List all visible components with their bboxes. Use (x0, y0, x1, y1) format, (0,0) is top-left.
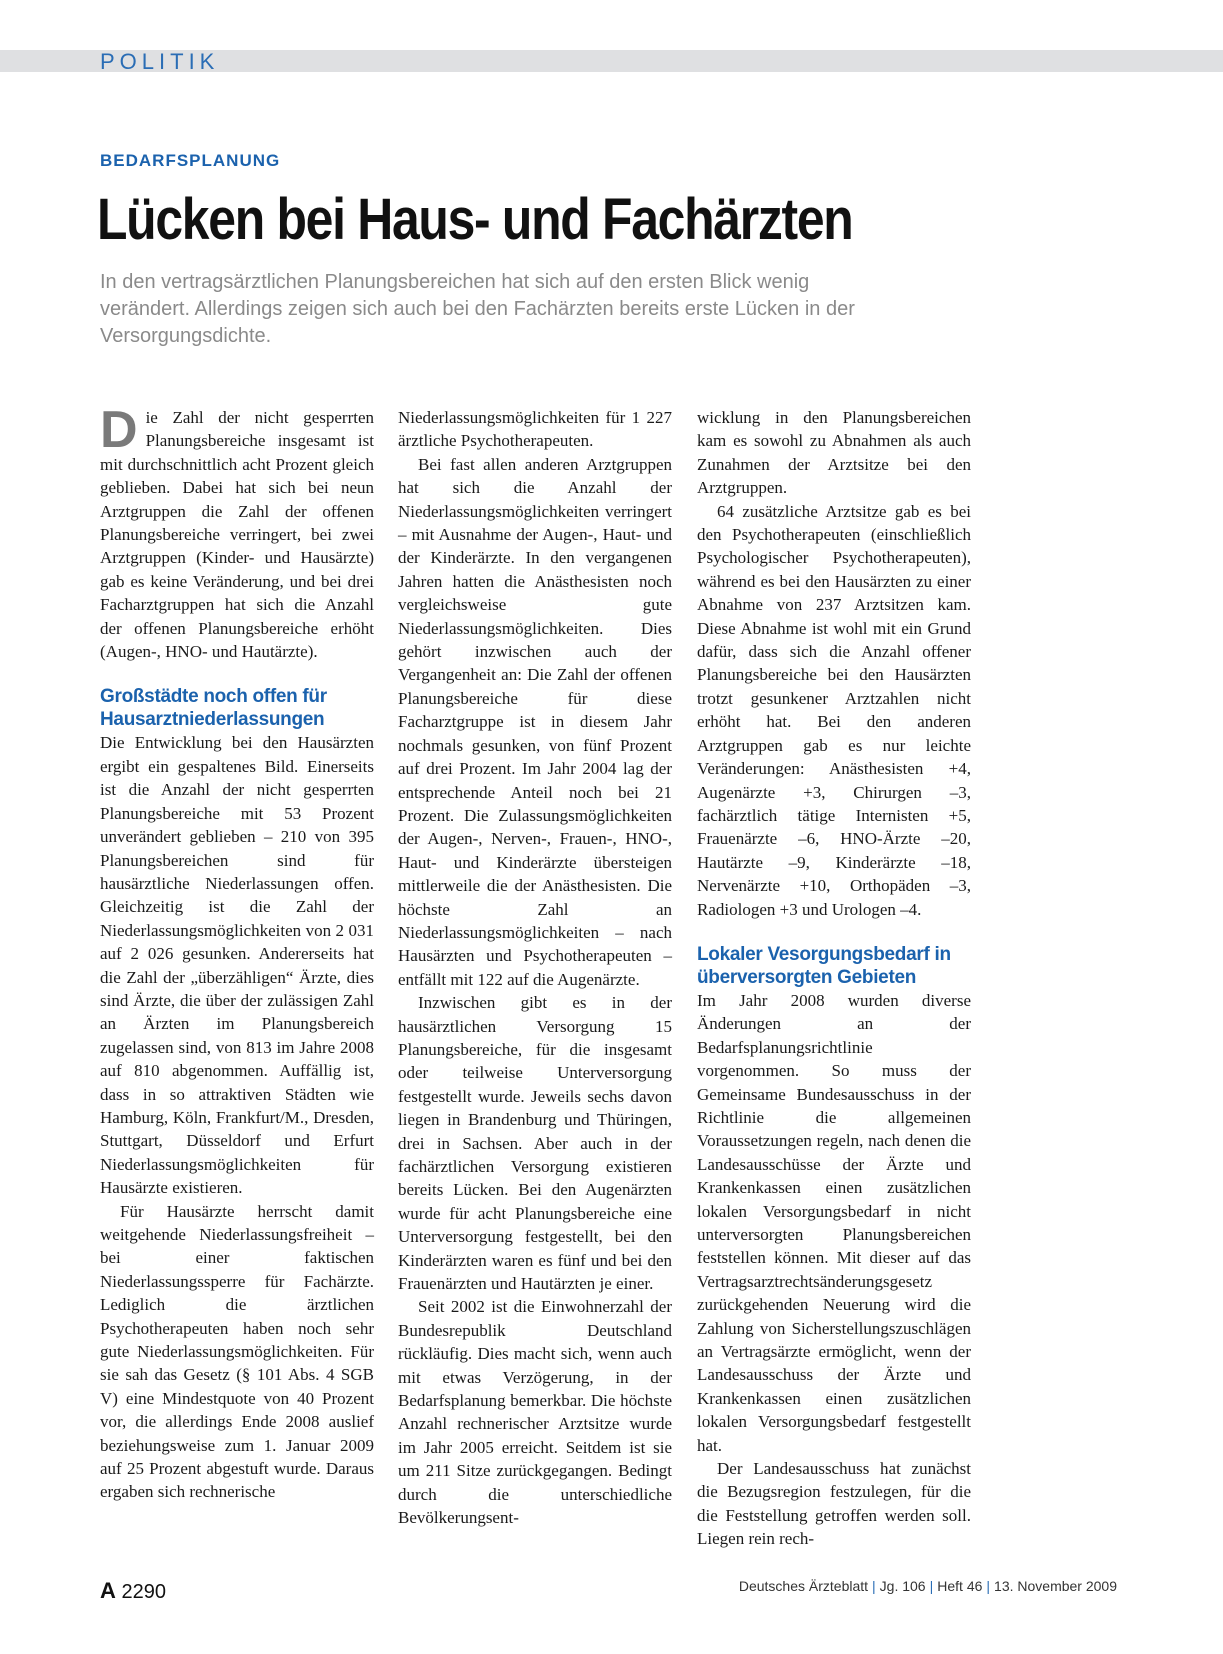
separator: | (872, 1578, 876, 1594)
journal-name: Deutsches Ärzteblatt (738, 1578, 869, 1594)
separator: | (986, 1578, 991, 1594)
separator: | (929, 1578, 934, 1594)
drop-cap: D (100, 401, 138, 459)
paragraph-text: ie Zahl der nicht gesperrten Planungsbereiche insgesamt ist mit durchschnittlich acht Prozent gleich geblieben. Dabei hat sich bei neun Arztgruppen die Zahl der offenen Planungsbereiche verringert, bei zwei Arztgruppen (Kinder- und Hausärzte) gab es keine Veränderung, und bei drei Facharztgruppen hat sich die Anzahl der offenen Planungsbereiche erhöht (Augen-, HNO- und Hautärzte). (100, 408, 374, 662)
publication-date: 13. November 2009 (994, 1578, 1117, 1594)
article-column-1 (100, 401, 374, 1504)
body-paragraph: Seit 2002 ist die Einwohnerzahl der Bundesrepublik Deutschland rückläufig. Dies macht sich, wenn auch mit etwas Verzögerung, in der Bedarfsplanung bemerkbar. Die höchste Anzahl rechnerischer Arztsitze wurde im Jahr 2005 erreicht. Seitdem ist sie um 211 Sitze zurückgegangen. Bedingt durch die unterschiedliche Bevölkerungsent- (398, 1297, 672, 1528)
article-headline: Lücken bei Haus- und Fachärzten (97, 187, 853, 252)
subheading: Lokaler Vesorgungsbedarf in überversorgten Gebieten (697, 943, 951, 988)
body-paragraph: 64 zusätzliche Arztsitze gab es bei den Psychotherapeuten (einschließlich Psychologischer Psychotherapeuten), während es bei den Hausärzten zu einer Abnahme von 237 Arztsitzen kam. Diese Abnahme ist wohl mit ein Grund dafür, dass sich die Anzahl offener Planungsbereiche bei den Hausärzten trotzt gesunkener Arztzahlen nicht erhöht hat. Bei den anderen Arztgruppen gab es nur leichte Veränderungen: Anästhesisten +4, Augenärzte +3, Chirurgen –3, fachärztlich tätige Internisten +5, Frauenärzte –6, HNO-Ärzte –20, Hautärzte –9, Kinderärzte –18, Nervenärzte +10, Orthopäden –3, Radiologen +3 und Urologen –4. (697, 501, 971, 919)
body-paragraph: Die Entwicklung bei den Hausärzten ergibt ein gespaltenes Bild. Einerseits ist die Anzahl der nicht gesperrten Planungsbereiche mit 53 Prozent unverändert geblieben – 210 von 395 Planungsbereichen sind für hausärztliche Niederlassungen offen. Gleichzeitig ist die Zahl der Niederlassungsmöglichkeiten von 2 031 auf 2 026 gesunken. Andererseits hat die Zahl der „überzähligen“ Ärzte, dies sind Ärzte, die über der zulässigen Zahl an Ärzten im Planungsbereich zugelassen sind, von 813 im Jahre 2008 auf 810 abgenommen. Auffällig ist, dass in so attraktiven Städten wie Hamburg, Köln, Frankfurt/M., Dresden, Stuttgart, Düsseldorf und Erfurt Niederlassungsmöglichkeiten für Hausärzte existieren. (100, 733, 374, 1198)
publication-info (739, 1578, 1117, 1594)
article-standfirst: In den vertragsärztlichen Planungsbereichen hat sich auf den ersten Blick wenig verändert. Allerdings zeigen sich auch bei den Fachärzten bereits erste Lücken in der Versorgungsdichte. (100, 271, 855, 347)
body-paragraph: wicklung in den Planungsbereichen kam es sowohl zu Abnahmen als auch Zunahmen der Arztsitze bei den Arztgruppen. (697, 408, 971, 498)
article-column-2 (398, 406, 672, 1530)
page-number (100, 1578, 166, 1604)
body-paragraph: Der Landesausschuss hat zunächst die Bezugsregion festzulegen, für die die Feststellung getroffen werden soll. Liegen rein rech- (697, 1459, 971, 1549)
page-number-value: 2290 (121, 1581, 166, 1603)
page-prefix: A (100, 1578, 116, 1603)
body-paragraph (100, 401, 374, 663)
journal-issue: Heft 46 (937, 1578, 983, 1594)
subheading: Großstädte noch offen für Hausarztniederlassungen (100, 686, 327, 731)
article-kicker: BEDARFSPLANUNG (100, 151, 281, 170)
article-column-3 (697, 406, 971, 1551)
journal-volume: Jg. 106 (879, 1578, 926, 1594)
body-paragraph: Niederlassungsmöglichkeiten für 1 227 ärztliche Psychotherapeuten. (398, 408, 672, 451)
body-paragraph: Bei fast allen anderen Arztgruppen hat sich die Anzahl der Niederlassungsmöglichkeiten verringert – mit Ausnahme der Augen-, Haut- und der Kinderärzte. In den vergangenen Jahren hatten die Anästhesisten noch vergleichsweise gute Niederlassungsmöglichkeiten. Dies gehört inzwischen auch der Vergangenheit an: Die Zahl der offenen Planungsbereiche für diese Facharztgruppe ist in diesem Jahr nochmals gesunken, von fünf Prozent auf drei Prozent. Im Jahr 2004 lag der entsprechende Anteil noch bei 21 Prozent. Die Zulassungsmöglichkeiten der Augen-, Nerven-, Frauen-, HNO-, Haut- und Kinderärzte übersteigen mittlerweile die der Anästhesisten. Die höchste Zahl an Niederlassungsmöglichkeiten – nach Hausärzten und Psychotherapeuten – entfällt mit 122 auf die Augenärzte. (398, 454, 672, 989)
body-paragraph: Für Hausärzte herrscht damit weitgehende Niederlassungsfreiheit – bei einer faktischen Niederlassungssperre für Fachärzte. Lediglich die ärztlichen Psychotherapeuten haben noch sehr gute Niederlassungsmöglichkeiten. Für sie sah das Gesetz (§ 101 Abs. 4 SGB V) eine Mindestquote von 40 Prozent vor, die allerdings Ende 2008 auslief beziehungsweise zum 1. Januar 2009 auf 25 Prozent abgestuft wurde. Daraus ergaben sich rechnerische (100, 1201, 374, 1502)
body-paragraph: Inzwischen gibt es in der hausärztlichen Versorgung 15 Planungsbereiche, für die insgesamt oder teilweise Unterversorgung festgestellt wurde. Jeweils sechs davon liegen in Brandenburg und Thüringen, drei in Sachsen. Aber auch in der fachärztlichen Versorgung existieren bereits Lücken. Bei den Augenärzten wurde für acht Planungsbereiche eine Unterversorgung festgestellt, bei den Kinderärzten waren es fünf und bei den Frauenärzten und Hautärzten je einer. (398, 993, 672, 1294)
body-paragraph: Im Jahr 2008 wurden diverse Änderungen an der Bedarfsplanungsrichtlinie vorgenommen. So muss der Gemeinsame Bundesausschuss in der Richtlinie die allgemeinen Voraussetzungen regeln, nach denen die Landesausschüsse der Ärzte und Krankenkassen einen zusätzlichen lokalen Versorgungsbedarf in nicht unterversorgten Planungsbereichen feststellen können. Mit dieser auf das Vertragsarztrechtsänderungsgesetz zurückgehenden Neuerung wird die Zahlung von Sicherstellungszuschlägen an Vertragsärzte ermöglicht, wenn der Landesausschuss der Ärzte und Krankenkassen einen zusätzlichen lokalen Versorgungsbedarf festgestellt hat. (697, 990, 971, 1455)
section-label: POLITIK (100, 49, 220, 74)
